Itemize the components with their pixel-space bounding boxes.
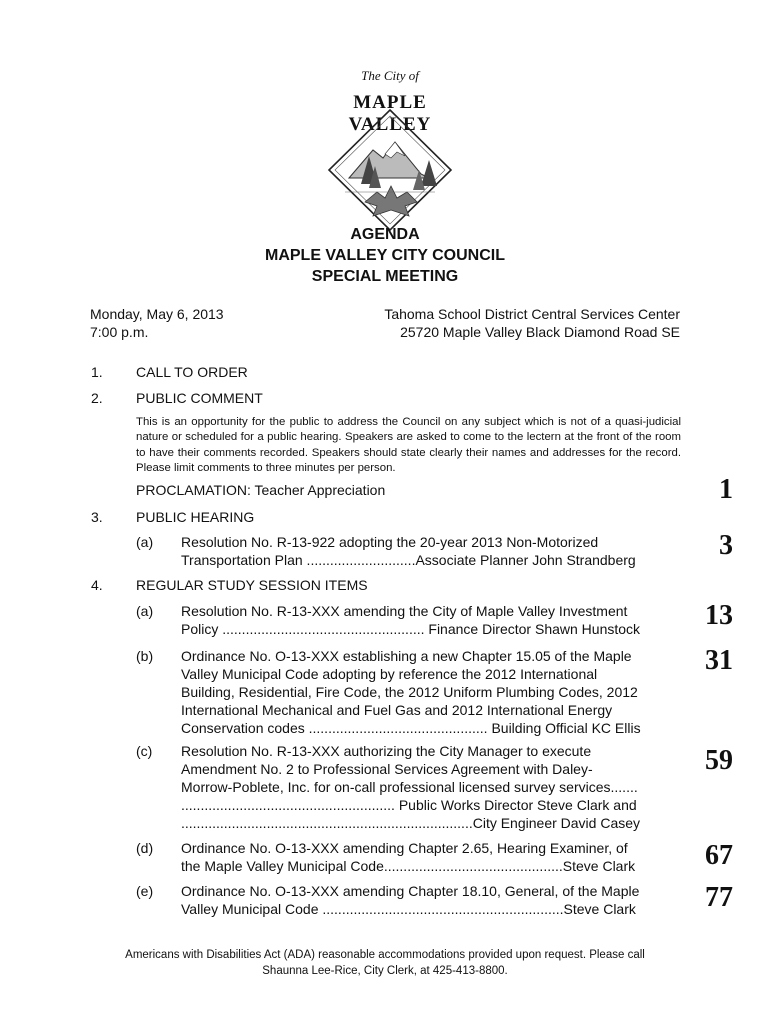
item-heading: REGULAR STUDY SESSION ITEMS xyxy=(136,577,368,593)
subitem-line: Ordinance No. O-13-XXX amending Chapter 18.10, General, of the Maple xyxy=(181,883,640,899)
subitem-line: International Mechanical and Fuel Gas and 2012 International Energy xyxy=(181,702,613,718)
subitem-line: Resolution No. R-13-XXX amending the City of Maple Valley Investment xyxy=(181,603,628,619)
meeting-type-title: SPECIAL MEETING xyxy=(311,268,459,285)
subitem-text xyxy=(181,839,681,875)
footer-line: Shaunna Lee-Rice, City Clerk, at 425-413-8800. xyxy=(262,965,508,977)
page-number: 3 xyxy=(719,530,733,561)
page-number: 59 xyxy=(705,745,733,776)
meeting-date: Monday, May 6, 2013 xyxy=(90,306,224,322)
subitem-label: (c) xyxy=(136,743,153,759)
proclamation-text: PROCLAMATION: Teacher Appreciation xyxy=(136,482,386,498)
item-number: 1. xyxy=(91,364,103,380)
page-number: 77 xyxy=(705,882,733,913)
meeting-time: 7:00 p.m. xyxy=(90,324,149,340)
subitem-text xyxy=(181,882,681,918)
mountain-emblem-icon xyxy=(325,106,455,234)
meeting-venue: Tahoma School District Central Services Center xyxy=(384,306,680,322)
subitem-label: (a) xyxy=(136,603,154,619)
subitem-line: Amendment No. 2 to Professional Services Agreement with Daley- xyxy=(181,761,593,777)
subitem-text xyxy=(181,647,681,737)
item-heading: PUBLIC HEARING xyxy=(136,509,255,525)
logo-city-of-text: The City of xyxy=(361,68,419,83)
ada-footer xyxy=(0,947,770,979)
page-number: 13 xyxy=(705,600,733,631)
subitem-line: ....................................................... Public Works Director Steve Clark and xyxy=(181,797,637,813)
subitem-label: (a) xyxy=(136,534,154,550)
item-number: 4. xyxy=(91,577,103,593)
subitem-line: Morrow-Poblete, Inc. for on-call professional licensed survey services....... xyxy=(181,779,638,795)
subitem-line: the Maple Valley Municipal Code..............................................Steve Clark xyxy=(181,858,636,874)
subitem-line: Ordinance No. O-13-XXX establishing a new Chapter 15.05 of the Maple xyxy=(181,648,632,664)
subitem-text xyxy=(181,533,681,569)
subitem-line: Resolution No. R-13-XXX authorizing the City Manager to execute xyxy=(181,743,592,759)
council-title: MAPLE VALLEY CITY COUNCIL xyxy=(264,247,505,264)
public-comment-description: This is an opportunity for the public to address the Council on any subject which is not of a quasi-judicial nature or scheduled for a public hearing. Speakers are asked to come to the lectern at the front of the room to have their comments recorded. Speakers should state clearly their names and addresses for the record. Please limit comments to three minutes per person. xyxy=(136,416,681,475)
subitem-line: ...........................................................................City Engineer David Casey xyxy=(181,815,641,831)
city-logo xyxy=(310,64,470,234)
subitem-label: (d) xyxy=(136,840,154,856)
subitem-line: Valley Municipal Code adopting by reference the 2012 International xyxy=(181,666,598,682)
meeting-location xyxy=(384,305,680,341)
logo-city-name: MAPLE VALLEY xyxy=(348,92,432,135)
subitem-line: Resolution No. R-13-922 adopting the 20-year 2013 Non-Motorized xyxy=(181,534,599,550)
page-number: 31 xyxy=(705,645,733,676)
meeting-datetime xyxy=(90,305,224,341)
page-number: 1 xyxy=(719,474,733,505)
subitem-line: Conservation codes .............................................. Building Official KC Ellis xyxy=(181,720,641,736)
subitem-label: (b) xyxy=(136,648,154,664)
subitem-line: Building, Residential, Fire Code, the 2012 Uniform Plumbing Codes, 2012 xyxy=(181,684,638,700)
subitem-text xyxy=(181,602,681,638)
subitem-label: (e) xyxy=(136,883,154,899)
meeting-address: 25720 Maple Valley Black Diamond Road SE xyxy=(400,324,680,340)
footer-line: Americans with Disabilities Act (ADA) reasonable accommodations provided upon request. Please call xyxy=(125,949,645,961)
item-heading: CALL TO ORDER xyxy=(136,364,248,380)
subitem-line: Policy .................................................... Finance Director Shawn Hunstock xyxy=(181,621,641,637)
item-number: 3. xyxy=(91,509,103,525)
item-number: 2. xyxy=(91,390,103,406)
subitem-line: Ordinance No. O-13-XXX amending Chapter 2.65, Hearing Examiner, of xyxy=(181,840,628,856)
agenda-title: AGENDA xyxy=(350,226,420,243)
item-heading: PUBLIC COMMENT xyxy=(136,390,263,406)
subitem-text xyxy=(181,742,681,832)
page-number: 67 xyxy=(705,840,733,871)
subitem-line: Valley Municipal Code ..............................................................Steve Clark xyxy=(181,901,636,917)
subitem-line: Transportation Plan ............................Associate Planner John Strandberg xyxy=(181,552,636,568)
